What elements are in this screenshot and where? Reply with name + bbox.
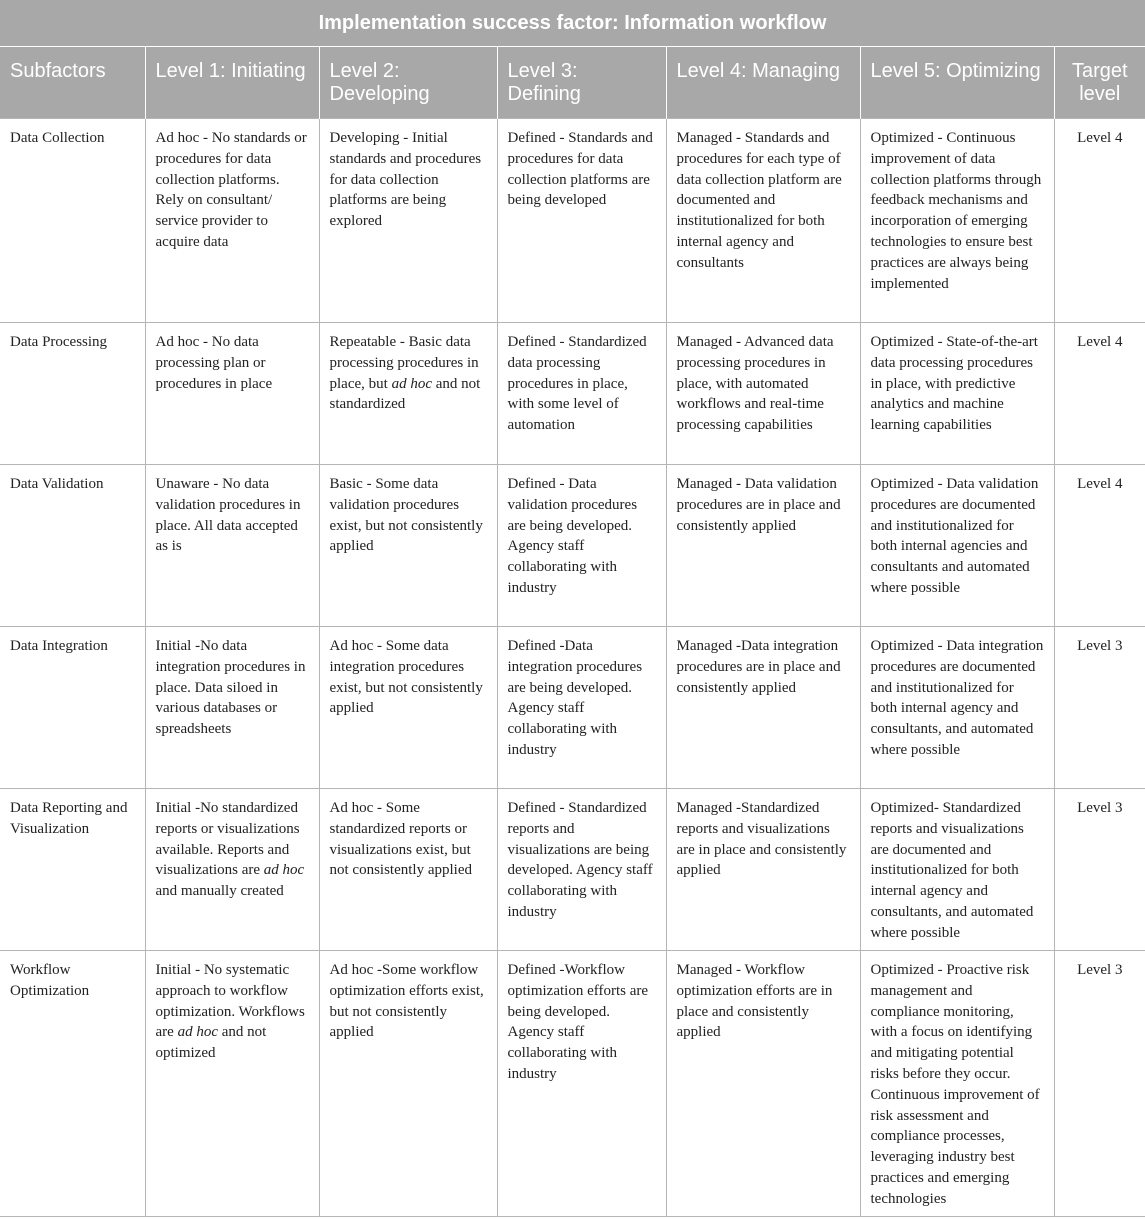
level-2-cell: Developing - Initial standards and procedures for data collection platforms are being explored <box>319 119 497 323</box>
text-segment: Repeatable - Basic data processing procedures in place, but <box>329 334 479 392</box>
target-level-cell: Level 4 <box>1054 465 1145 627</box>
italic-segment: ad hoc <box>177 1024 218 1041</box>
level-5-cell: Optimized - Proactive risk management and compliance monitoring, with a focus on identifying and mitigating potential risks before they occur. Continuous improvement of risk assessment and compliance processes, leveraging industry best practices and emerging technologies <box>860 951 1054 1217</box>
table-title: Implementation success factor: Information workflow <box>0 0 1145 47</box>
text-segment: and manually created <box>155 883 284 900</box>
level-2-cell: Ad hoc - Some data integration procedures exist, but not consistently applied <box>319 627 497 789</box>
level-1-cell: Unaware - No data validation procedures in place. All data accepted as is <box>145 465 319 627</box>
table-row <box>0 323 1145 465</box>
text-segment: and not standardized <box>329 375 481 413</box>
header-target-level: Target level <box>1054 47 1145 119</box>
level-3-cell: Defined -Workflow optimization efforts are being developed. Agency staff collaborating with industry <box>497 951 666 1217</box>
table-row <box>0 465 1145 627</box>
level-5-cell: Optimized - Continuous improvement of data collection platforms through feedback mechanisms and incorporation of emerging technologies to ensure best practices are always being implemented <box>860 119 1054 323</box>
level-5-cell: Optimized- Standardized reports and visualizations are documented and institutionalized for both internal agency and consultants, and automated where possible <box>860 789 1054 951</box>
level-5-cell: Optimized - Data integration procedures are documented and institutionalized for both internal agency and consultants, and automated where possible <box>860 627 1054 789</box>
header-subfactors: Subfactors <box>0 47 145 119</box>
level-4-cell: Managed -Standardized reports and visualizations are in place and consistently applied <box>666 789 860 951</box>
level-5-cell: Optimized - Data validation procedures are documented and institutionalized for both internal agencies and consultants and automated where possible <box>860 465 1054 627</box>
level-3-cell: Defined -Data integration procedures are being developed. Agency staff collaborating with industry <box>497 627 666 789</box>
text-segment: Initial -No standardized reports or visualizations available. Reports and visualizations are <box>155 800 300 879</box>
table-row <box>0 627 1145 789</box>
target-level-cell: Level 3 <box>1054 789 1145 951</box>
table-row <box>0 119 1145 323</box>
header-level-2: Level 2: Developing <box>319 47 497 119</box>
level-4-cell: Managed - Data validation procedures are in place and consistently applied <box>666 465 860 627</box>
column-header-row <box>0 47 1145 119</box>
subfactor-cell: Data Reporting and Visualization <box>0 789 145 951</box>
text-segment: Initial - No systematic approach to workflow optimization. Workflows are <box>155 962 305 1041</box>
target-level-cell: Level 3 <box>1054 627 1145 789</box>
subfactor-cell: Data Collection <box>0 119 145 323</box>
level-1-cell: Ad hoc - No data processing plan or procedures in place <box>145 323 319 465</box>
subfactor-cell: Workflow Optimization <box>0 951 145 1217</box>
italic-segment: ad hoc <box>391 375 432 392</box>
subfactor-cell: Data Validation <box>0 465 145 627</box>
text-segment: and not optimized <box>155 1024 267 1062</box>
level-1-cell: Initial -No data integration procedures in place. Data siloed in various databases or spreadsheets <box>145 627 319 789</box>
level-3-cell: Defined - Standardized reports and visualizations are being developed. Agency staff collaborating with industry <box>497 789 666 951</box>
level-2-cell: Basic - Some data validation procedures exist, but not consistently applied <box>319 465 497 627</box>
level-1-cell <box>145 951 319 1217</box>
level-3-cell: Defined - Data validation procedures are being developed. Agency staff collaborating with industry <box>497 465 666 627</box>
subfactor-cell: Data Processing <box>0 323 145 465</box>
level-1-cell <box>145 789 319 951</box>
level-3-cell: Defined - Standardized data processing procedures in place, with some level of automation <box>497 323 666 465</box>
level-1-cell: Ad hoc - No standards or procedures for data collection platforms. Rely on consultant/ service provider to acquire data <box>145 119 319 323</box>
header-level-4: Level 4: Managing <box>666 47 860 119</box>
table-row <box>0 789 1145 951</box>
level-2-cell: Ad hoc - Some standardized reports or visualizations exist, but not consistently applied <box>319 789 497 951</box>
italic-segment: ad hoc <box>263 862 305 879</box>
subfactor-cell: Data Integration <box>0 627 145 789</box>
header-level-1: Level 1: Initiating <box>145 47 319 119</box>
level-4-cell: Managed - Standards and procedures for each type of data collection platform are documented and institutionalized for both internal agency and consultants <box>666 119 860 323</box>
level-4-cell: Managed - Workflow optimization efforts are in place and consistently applied <box>666 951 860 1217</box>
level-3-cell: Defined - Standards and procedures for data collection platforms are being developed <box>497 119 666 323</box>
target-level-cell: Level 3 <box>1054 951 1145 1217</box>
target-level-cell: Level 4 <box>1054 323 1145 465</box>
header-level-5: Level 5: Optimizing <box>860 47 1054 119</box>
level-5-cell: Optimized - State-of-the-art data processing procedures in place, with predictive analytics and machine learning capabilities <box>860 323 1054 465</box>
header-level-3: Level 3: Defining <box>497 47 666 119</box>
level-4-cell: Managed - Advanced data processing procedures in place, with automated workflows and real-time processing capabilities <box>666 323 860 465</box>
title-row <box>0 0 1145 47</box>
table-row <box>0 951 1145 1217</box>
level-4-cell: Managed -Data integration procedures are in place and consistently applied <box>666 627 860 789</box>
target-level-cell: Level 4 <box>1054 119 1145 323</box>
level-2-cell: Ad hoc -Some workflow optimization efforts exist, but not consistently applied <box>319 951 497 1217</box>
level-2-cell <box>319 323 497 465</box>
